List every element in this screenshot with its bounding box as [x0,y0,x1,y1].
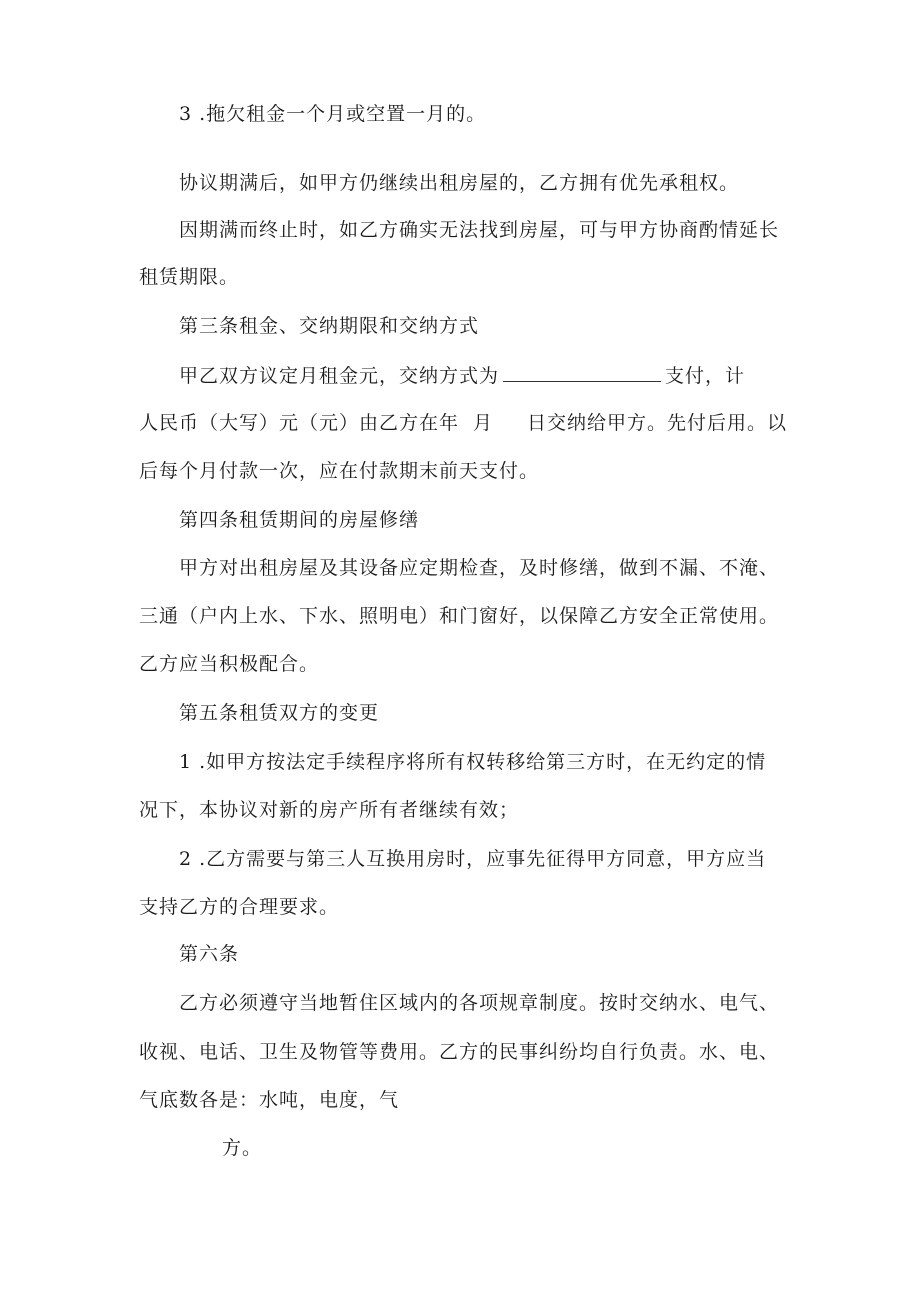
paragraph-line: 收视、电话、卫生及物管等费用。乙方的民事纠纷均自行负责。水、电、 [139,1041,780,1063]
paragraph-line [179,364,745,388]
paragraph-line: 后每个月付款一次，应在付款期末前天支付。 [139,460,540,482]
list-item-1: 1 .如甲方按法定手续程序将所有权转移给第三方时，在无约定的情 [179,751,767,773]
section-heading-article-5: 第五条租赁双方的变更 [179,702,380,724]
paragraph-line: 因期满而终止时，如乙方确实无法找到房屋，可与甲方协商酌情延长 [179,219,780,241]
month-label: 月 [473,412,494,434]
paragraph-line: 租赁期限。 [139,266,240,288]
paragraph-line: 况下，本协议对新的房产所有者继续有效； [139,799,520,821]
section-heading-article-4: 第四条租赁期间的房屋修缮 [179,509,420,531]
paragraph-line: 三通（户内上水、下水、照明电）和门窗好，以保障乙方安全正常使用。 [139,605,780,627]
list-item-3: 3 .拖欠租金一个月或空置一月的。 [179,103,487,125]
section-heading-article-3: 第三条租金、交纳期限和交纳方式 [179,315,480,337]
paragraph-line: 乙方必须遵守当地暂住区域内的各项规章制度。按时交纳水、电气、 [179,992,780,1014]
paragraph-line: 气底数各是：水吨，电度，气 [139,1089,400,1111]
paragraph-line: 甲方对出租房屋及其设备应定期检查，及时修缮，做到不漏、不淹、 [179,557,780,579]
rent-amount-text: 人民币（大写）元（元）由乙方在年 [139,412,460,434]
paragraph-line: 方。 [222,1137,263,1159]
paragraph-line: 协议期满后，如甲方仍继续出租房屋的，乙方拥有优先承租权。 [179,172,740,194]
paragraph-line: 乙方应当积极配合。 [139,653,320,675]
payment-method-blank [503,364,661,382]
paragraph-line [139,411,787,435]
list-item-2: 2 .乙方需要与第三人互换用房时，应事先征得甲方同意，甲方应当 [179,848,767,870]
day-label-text: 日交纳给甲方。先付后用。以 [527,412,788,434]
rent-clause-text-tail: 支付，计 [665,365,746,387]
paragraph-line: 支持乙方的合理要求。 [139,896,340,918]
section-heading-article-6: 第六条 [179,943,240,965]
rent-clause-text: 甲乙双方议定月租金元，交纳方式为 [179,365,500,387]
